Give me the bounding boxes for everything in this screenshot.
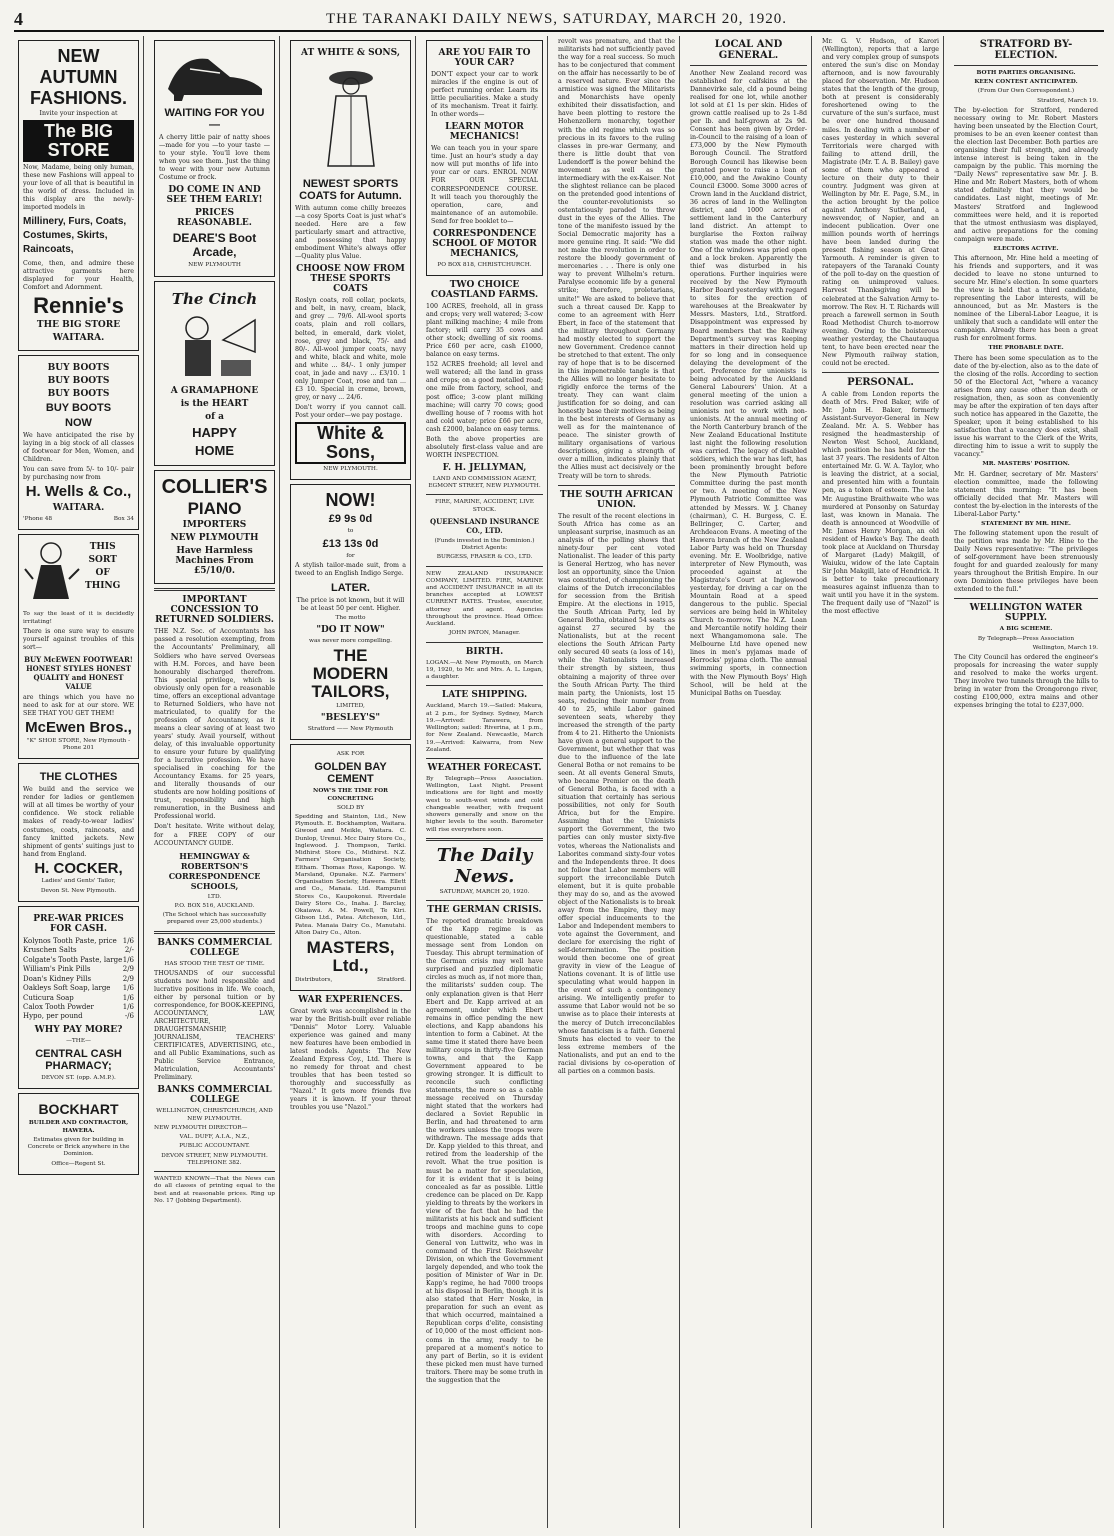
wanted-notice: WANTED KNOWN—That the News can do all classes of printing equal to the best and at reasonable prices. Ring up No. 17 (Jobbing Department).	[154, 1176, 275, 1204]
banks-name2: BANKS COMMERCIAL COLLEGE	[157, 1085, 272, 1106]
masthead: The Daily News.	[436, 844, 533, 887]
pharmacy-addr: DEVON ST. (opp. A.M.P.).	[41, 1075, 116, 1082]
motto-label: The motto	[335, 614, 366, 621]
banks-ad	[154, 938, 275, 1168]
acct-note: (The School which has successfully prepared over 25,000 students.)	[162, 912, 267, 926]
buy-line: NOW	[65, 417, 92, 430]
column-3	[286, 36, 416, 1528]
crisis-body: The reported dramatic breakdown of the Kapp regime is as questionable, stated a cable message sent from London on Tuesday. This abrupt termination of the German crisis may well have surprised and puzzled diplomatic circles as much as, if not more than, the militarists' sudden coup. The only explanation given is that Herr Ebert and Dr. Kapp arrived at an agreement, under which Ebert remains in office pending the new elections, and Kapp abandons his intention to form a Cabinet. At the same time it stated there have been military coups in thirty-five German towns, and that the Kapp Government appeared to be growing stronger. It is difficult to reconcile such conflicting statements, the more so as a cable message received on Thursday night stated that the workers had declared a Soviet Republic in Berlin, and had threatened to arm the workers unless the troops were withdrawn. The message adds that Dr. Kapp yielded to this threat, and retired from the leadership of the revolt. What the true position is must be a matter for speculation, for it is evident that it is being concealed as far as possible. Little credence can be placed on Dr. Kapp yielding to threats by the workers in view of the fact that he had the militarists at his back and sufficient troops and machine guns to cope with disorders. According to General von Luttwitz, who was in command of the First Reichswehr Division, on which the Government largely depended, and who took the position of Minister of War in Dr. Kapp's regime, he had 7000 troops at his disposal in Berlin, though it is also stated that Herr Noske, in preparation for such an event as that which occurred, maintained a Republican corps d'elite, consisting of 10,000 of the most efficient non-coms in the army, ready to be prepared at a moment's notice to any part of Berlin, so it is evident these picked men must have turned traitors. There may be some truth in the suggestion that the	[426, 918, 543, 1384]
white-list: Roslyn coats, roll collar, pockets, and belt, in navy, cream, black, and grey ... 79/6. All-wool sports coats, plain and roll collars, belted, in emerald, dark violet, rose, grey and black, 75/- and 80/-. All-wool jumper coats, navy and white, black and white, mole and white ... 84/-. 1 only jumper coat, in jade and navy ... £3/10. 1 only Jumper Coat, rose and tan ... £3 10. Special in creme, brown, grey, or navy ... 24/6.	[295, 297, 406, 401]
acct-cta: Don't hesitate. Write without delay, for a FREE COPY of our ACCOUNTANCY GUIDE.	[154, 823, 275, 847]
rennie-town: WAITARA.	[52, 333, 105, 344]
ins-manager: JOHN PATON, Manager.	[449, 630, 520, 637]
rennie-name: Rennie's	[33, 292, 124, 318]
accountancy-ad	[154, 595, 275, 926]
crisis-continued: revolt was premature, and that the militarists had not sufficiently paved the way for a real success. So much has to be conjectured that comment on the affair has necessarily to be of a reserved nature. Ever since the armistice was signed the Militarists and Monarchists have openly exhibited their dissatisfaction, and have been plotting to restore the Hohenzollern monarchy, together with the old regime which was so precious in its favors to the ruling classes in pre-war Germany, and there is little doubt that von Ludendorff is the power behind the movement as well as the intermediary with the ex-Kaiser. Not the slightest reliance can be placed on the pretended good intentions of the counter-revolutionists so ostentatiously paraded to throw dust in the eyes of the Allies. The tone of the manifesto issued by the Social Democratic majority has a more genuine ring. It said: "We did not make the revolution in order to restore the bloody government of mercenaries . . . There is only one way to prevent Wilhelm's return. Paralyse economic life by a general strike; therefore, proletarians, unite!" We are asked to believe that such a threat caused Dr. Kapp to come to an agreement with Herr Ebert, in face of the statement that the military throughout Germany had mostly elected to support the new Government. Credence cannot be stretched to that extent. The only ray of hope that is to be discerned in this impenetrable tangle is that the Allies will no longer hesitate to rigidly enforce the terms of the treaty. They can want claim justification for so doing, and can honestly base their motives as being in the best interests of Germany as well as for the maintenance of peace. The sinister growth of military organisations of various descriptions, giving a strength of over a million, indicates plainly that the Allies must act decisively or the Treaty will be torn to shreds.	[558, 38, 675, 480]
acct-ltd: LTD.	[207, 893, 222, 900]
golden-head: GOLDEN BAY CEMENT	[314, 761, 387, 786]
collier-ad	[154, 470, 275, 585]
hine-head: STATEMENT BY MR. HINE.	[981, 520, 1071, 527]
deare-cta: DO COME IN AND SEE THEM EARLY!	[166, 185, 263, 206]
tailors-ltd: LIMITED,	[336, 702, 365, 709]
stratford-from: (From Our Own Correspondent.)	[977, 88, 1075, 95]
column-7	[818, 36, 944, 1528]
price-item: Kruschen Salts 2/-	[23, 946, 134, 955]
date-body: There has been some speculation as to the date of the by-election, also as to the date of the closing of the rolls. According to section 50 of the Electoral Act, "where a vacancy arises from any cause other than death or resignation, then, as soon as conveniently may be after the expiration of ten days after such notice has appeared in the Gazette, the Speaker, upon it being established to his satisfaction that a vacancy does exist, shall issue his warrant to the Clerk of the Writs, directing him to issue a writ to supply the vacancy."	[954, 354, 1098, 459]
stratford-sub1: BOTH PARTIES ORGANISING.	[976, 70, 1076, 76]
price-2: £13 13s 0d	[322, 538, 379, 551]
position-head: MR. MASTERS' POSITION.	[982, 461, 1070, 468]
buy-line: BUY BOOTS	[47, 363, 110, 374]
buy-line: BUY BOOTS	[47, 389, 110, 400]
farm-2: 152 ACRES freehold; all level and well watered; all the land in grass and crops; on a good metalled road; one mile from factory, school, and post office; 3-cow plant milking machine; will carry 70 cows; good dwelling house of 7 rooms with hot and cold water; price £66 per acre, cash £2000, balance on easy terms.	[426, 361, 543, 433]
deare-prices: PRICES REASONABLE.	[177, 208, 252, 229]
wells-contact	[23, 516, 134, 523]
bockhart-ad	[18, 1093, 139, 1174]
motor-school-ad	[426, 40, 543, 276]
car-learn: LEARN MOTOR MECHANICS!	[445, 122, 524, 143]
compel-label: was never more compelling.	[309, 637, 392, 644]
to-label: to	[347, 527, 354, 534]
price-list	[23, 937, 134, 1022]
white-town: NEW PLYMOUTH.	[323, 465, 378, 472]
stratford-dateline: Stratford, March 19.	[1037, 97, 1098, 104]
tailors-addr: Stratford —— New Plymouth	[307, 725, 394, 732]
stratford-sub2: KEEN CONTEST ANTICIPATED.	[974, 79, 1078, 86]
collier-imp: IMPORTERS	[182, 520, 247, 531]
big-store-logo: The BIG STORE	[23, 120, 134, 162]
mcewen-top	[23, 539, 134, 609]
position-body: Mr. H. Gardner, secretary of Mr. Masters' election committee, made the following statement this morning: "It has been officially decided that Mr. Masters will contest the by-election in the interests of the Liberal-Labor Party."	[954, 470, 1098, 518]
car-body2: We can teach you in your spare time. Just an hour's study a day now will put months of life into your car or cars. ENROL NOW FOR OUR SPECIAL CORRESPONDENCE COURSE. It will teach you thoroughly the operation, care, and maintenance of an automobile. Send for free booklet to—	[431, 145, 538, 225]
masters-contact	[295, 977, 406, 984]
tailors-name: THE MODERN TAILORS,	[311, 646, 390, 701]
shipping-head: LATE SHIPPING.	[441, 690, 528, 701]
mcewen-head-line: SORT	[88, 555, 117, 566]
gramophone-line: is the HEART	[180, 398, 249, 409]
ins-q1: QUEENSLAND INSURANCE CO., LTD.	[430, 516, 539, 535]
cocker-body: We build and the service we render for ladies or gentlemen will at all times be worthy of your confidence. We stock reliable makes of ready-to-wear ladies' costumes, coats, raincoats, and fancy knitted jackets. New shipment of gents' suitings just to hand from England.	[23, 786, 134, 858]
ad-body: Now, Madame, being only human, these new Fashions will appeal to your love of all that is beautiful in the world of dress. Included in this display are the newly-imported models in	[23, 163, 134, 211]
price-item: Hypo, per pound -/6	[23, 1012, 134, 1021]
water-body: The City Council has ordered the engineer's proposals for increasing the water supply and resolved to make the works urgent. They involve two tunnels through the hills to bring in water from the Orongorongo river, costing £100,000, extra mains and other expenses bringing the total to £237,000.	[954, 654, 1098, 710]
gramophone-line: of a	[205, 411, 224, 422]
farms-note: Both the above properties are absolutely first-class value and are WORTH INSPECTION.	[426, 435, 543, 459]
white-cta: Don't worry if you cannot call. Post your order—we pay postage.	[295, 403, 406, 419]
cocker-ad	[18, 763, 139, 902]
stratford-body: The by-election for Stratford, rendered necessary owing to Mr. Robert Masters having been unseated by the Election Court, promises to be an even keener contest than the election last December. Both parties are organising their full strength, and already intense interest is being taken in the campaign by the public. This morning the "Daily News" representative saw Mr. J. B. Hine and Mr. Robert Masters, both of whom stated definitely that they would be candidates. Last night, meetings of Mr. Masters' Stratford and Inglewood committees were held, and it is reported that the utmost enthusiasm was displayed, and active preparations for the coming campaign were made.	[954, 106, 1098, 243]
collier-name: COLLIER'S	[161, 475, 268, 498]
farm-1: 100 ACRES, freehold, all in grass and crops; very well watered; 3-cow plant milking machine; 4 mile from factory; will carry 35 cows and other stock; dwelling of six rooms. Price £60 per acre, cash £1000, balance on easy terms.	[426, 302, 543, 359]
page-header	[14, 8, 1104, 32]
local-continued: Mr. G. V. Hudson, of Karori (Wellington), reports that a large and very complex group of sunspots entered the sun's disc on Monday afternoon, and is now favourably placed for observation. Mr. Hudson states that the length of the group, both at present is considerably foreshortened owing to the curvature of the sun's surface, must be over one hundred thousand miles. In dealing with a number of cases yesterday in which several Territorials were charged with failing to attend drill, the Magistrate (Mr. T. A. B. Bailey) gave some of them who appeared a lecture on their duty to their country. Judgment was given at Wellington by Mr. E. Page, S.M., in the action brought by the police against Anthony Sutherland, a newsvendor, of Napier, and an indecent publication. Over one million pounds worth of herrings have been landed during the present fishing season at Great Yarmouth. A reminder is given to ratepayers of the Taranaki County of the poll to-day on the question of rating on unimproved values. Harvest Thanksgiving will be celebrated at the Salvation Army to-morrow. The Rev. H. T. Richards will preach a farewell sermon in South Road Methodist Church to-morrow evening. Owing to the boisterous weather yesterday, the Chautauqua tent, to have been erected near the New Plymouth railway station, could not be erected.	[822, 38, 939, 367]
why-pay: WHY PAY MORE?	[34, 1024, 123, 1035]
farms-agent-sub: LAND AND COMMISSION AGENT, EGMONT STREET, NEW PLYMOUTH.	[428, 475, 541, 490]
mcewen-head-line: THING	[85, 581, 121, 592]
white-choose: CHOOSE NOW FROM THESE SPORTS COATS	[296, 264, 405, 295]
acct-head: IMPORTANT CONCESSION TO RETURNED SOLDIERS.	[155, 595, 274, 626]
masters-town: Stratford.	[377, 976, 406, 983]
birth-text: LOGAN.—At New Plymouth, on March 19, 1920, to Mr. and Mrs. A. L. Logan, a daughter.	[426, 659, 543, 681]
mcewen-head-line: OF	[95, 568, 110, 579]
collier-tag: Have Harmless Machines From £5/10/0.	[175, 546, 254, 577]
later-head: LATER.	[331, 581, 370, 594]
collier-sub: PIANO	[187, 498, 242, 518]
wells-phone: 'Phone 48	[23, 516, 53, 523]
ad-items: Millinery, Furs, Coats, Costumes, Skirts, Raincoats,	[23, 215, 127, 255]
the-label: —THE—	[66, 1037, 91, 1044]
mcewen-more: are things which you have no need to ask for at our store. WE SEE THAT YOU GET THEM!	[23, 693, 134, 718]
ins-q3: BURGESS, FRASER & CO., LTD.	[436, 554, 533, 561]
ad-headline-1: NEW	[57, 46, 100, 66]
personal-head: PERSONAL.	[847, 376, 914, 388]
date-head: THE PROBABLE DATE.	[988, 345, 1064, 352]
wells-save: You can save from 5/- to 10/- pair by purchasing now from	[23, 466, 134, 482]
sa-body: The result of the recent elections in South Africa has come as an unpleasant surprise, inasmuch as an analysis of the polling shows that ninety-four per cent voted Nationalist. The leader of this party is General Hertzog, who has never lost an opportunity, since the Union was constituted, of championing the claims of the Dutch irreconcilables for secession from the British Empire. At the elections in 1915, the South African Party, led by General Botha, obtained 54 seats as against 27 secured by the Nationalists, but at the recent elections the South African Party only secured 40 seats (a loss of 14), while the Nationalists increased their strength by sixteen, thus obtaining a majority of three over the South African Party. The third main party, the Unionists, lost 15 seats, reducing their number from 40 to 25, while Labor gained seventeen seats, whereby they increased the strength of the party from 4 to 21. Hitherto the Unionists have given a general support to the Government, but whether that was due to the influence of the late General Botha or not remains to be seen. At all events General Smuts, who became Premier on the death of General Botha, is faced with a situation that certainly has serious possibilities, not only for South Africa, but for the Empire. Assuming that the Unionists support the Government, the two parties can only muster sixty-five votes, whereas the Nationalists and Laborites command sixty-four votes and the Independents three. It does not follow that Labor members will support the irreconcilable Dutch element, but it is quite probable they may do so, and as the avowed object of the Nationalists is to break away from the Empire, they may offer special inducements to the Labor and Independent members to vote against the Government, and declare for exercising the right of self-determination. The position would then become one of great gravity in view of the League of Nations covenant. It is of little use speculating what would happen in the event of such a contingency arising. We intelligently prefer to assume that Labor would not be so unwise as to place their interests at the mercy of Dutch irreconcilables whose fanaticism is a faith. General Smuts has elected to veer to the less extreme members of the Nationalists, and put an end to the racial divisions by co-operation of all parties on a common basis.	[558, 512, 675, 1075]
price-1: £9 9s 0d	[328, 512, 373, 525]
rennie-sub: THE BIG STORE	[36, 320, 121, 331]
car-school: CORRESPONDENCE SCHOOL OF MOTOR MECHANICS,	[432, 228, 537, 259]
ins-nz: NEW ZEALAND INSURANCE COMPANY, LIMITED. FIRE, MARINE and ACCIDENT INSURANCE in all its branches accepted at LOWEST CURRENT RATES. Trustee, executor, attorney and agent. Agencies throughout the province. Head Office: Auckland.	[426, 570, 543, 628]
column-8	[950, 36, 1102, 1528]
hine-body: The following statement upon the result of the petition was made by Mr. Hine to the Daily News representative: "The privileges of self-government have been strenuously fought for and guarded zealously for many years throughout the British Empire. In our own Dominion these privileges have been extended to the full."	[954, 530, 1098, 594]
deare-body: A cherry little pair of natty shoes —made for you —to your taste —to your style. You'll love them when you see them. Just the thing to wear with your new Autumn Costume or frock.	[159, 134, 270, 182]
wells-box: Box 34	[113, 516, 134, 523]
active-body: This afternoon, Mr. Hine held a meeting of his friends and supporters, and it was decided to leave no stone unturned to secure Mr. Hine's election. In some quarters the view is held that a third candidate, representing the Labor interests, will be announced, but as Mr. Masters is the nominee of the Liberal-Labor League, it is unlikely that such a candidate will enter the campaign. Already there has been a great rush for enrolment forms.	[954, 254, 1098, 343]
page-number: 4	[14, 8, 23, 29]
water-sub: A BIG SCHEME.	[999, 626, 1053, 633]
acct-body: THE N.Z. Soc. of Accountants has passed a resolution exempting, from the Accountants' Preliminary, all Soldiers who have served Overseas with H.M. Forces, and have been honourably discharged therefrom. This special privilege, which is obviously only open for a reasonable time, offers an exceptional advantage to Returned Soldiers, who have not matriculated, to qualify for the profession of Accountancy, as it means a clear saving of at least two years' study. Avail yourself, without delay, of this invaluable opportunity to ensure your future by qualifying for a lucrative profession. We have specialised in coaching for the Accountancy Exams. for 25 years, and literally thousands of our students are now holding positions of trust, responsibility and high remuneration, in the Business and Professional world.	[154, 628, 275, 821]
price-item: Oakleys Soft Soap, large 1/6	[23, 984, 134, 993]
buy-line: BUY BOOTS	[45, 402, 112, 415]
collier-town: NEW PLYMOUTH	[170, 533, 259, 544]
personal-body: A cable from London reports the death of Mrs. Fred Baker, wife of Mr. John H. Baker, formerly Assistant-Surveyor-General in New Zealand. Mr. A. S. Webber has resigned the headmastership of Newton West School, Auckland, which position he has held for the last 37 years. The residents of Alton entertained Mr. G. W. A. Taylor, who is leaving the district, at a social, and presented him with a fountain pen, as a token of esteem. The late Mr. Augustine Braithwaite who was murdered at Ponsonby on Saturday last, was known in Manaia. The death is announced at Woodville of Mr. James Henry Morgan, an old resident of Hawke's Bay. The death took place at Auckland on Thursday of Margaret (Lady) Makgill, of Waiuku, widow of the late Captain Sir John Makgill, late of Hendrick. It is better to take precautionary measures against influenza than to wait until you have it in the system. The frequent daily use of "Nazol" is the most effective	[822, 390, 939, 616]
price-item: Kolynos Tooth Paste, price 1/6	[23, 936, 134, 945]
deare-head: WAITING FOR YOU—	[164, 107, 265, 131]
big-store-ad	[18, 40, 139, 351]
banks-director: VAL. DUFF, A.I.A., N.Z.,	[179, 1134, 250, 1141]
ins-q2: (Funds invested in the Dominion.) District Agents:	[434, 537, 535, 552]
sa-head: THE SOUTH AFRICAN UNION.	[559, 489, 674, 510]
wells-ad	[18, 355, 139, 530]
irritated-man-icon	[23, 539, 81, 609]
man-with-gramophone-icon	[167, 312, 263, 382]
mcewen-head-line: THIS	[89, 542, 116, 553]
banks-addr: DEVON STREET, NEW PLYMOUTH. TELEPHONE 382.	[161, 1152, 268, 1166]
bockhart-office: Office—Regent St.	[51, 1160, 106, 1167]
deare-town: NEW PLYMOUTH	[188, 262, 241, 269]
masters-name: MASTERS, Ltd.,	[306, 937, 395, 975]
column-5	[554, 36, 680, 1528]
column-1	[14, 36, 144, 1528]
price-item: Calox Tooth Powder 1/6	[23, 1003, 134, 1011]
golden-bay-ad	[290, 744, 411, 991]
bockhart-name: BOCKHART	[38, 1101, 119, 1118]
ins-line: FIRE, MARINE, ACCIDENT, LIVE STOCK.	[435, 499, 534, 513]
ad-headline-2: AUTUMN	[39, 66, 118, 87]
mcewen-aside: To say the least of it is decidedly irritating!	[23, 611, 134, 625]
newspaper-title: THE TARANAKI DAILY NEWS, SATURDAY, MARCH 20, 1920.	[325, 10, 788, 27]
deare-ad	[154, 40, 275, 277]
acct-name: HEMINGWAY & ROBERTSON'S CORRESPONDENCE SCHOOLS,	[168, 850, 261, 891]
column-2	[150, 36, 280, 1528]
deare-name: DEARE'S Boot Arcade,	[172, 231, 257, 260]
war-body: Great work was accomplished in the war by the British-built ever reliable "Dennis" Motor Lorry. Valuable experience was gained and many new features have been embodied in latest models. Agents: The New Zealand Express Coy., Ltd. There is no remedy for throat and chest troubles that has been tested so thoroughly and successfully as "Nazol." It gets more friends five years it is known. If your throat troubles you use "Nazol."	[290, 1007, 411, 1112]
price-item: Cuticura Soap 1/6	[23, 993, 134, 1002]
gramophone-line: HAPPY	[192, 424, 237, 440]
birth-head: BIRTH.	[465, 646, 504, 657]
bockhart-body: Estimates given for building in Concrete or Brick anywhere in the Dominion.	[27, 1136, 130, 1158]
banks-body: THOUSANDS of our successful students now hold responsible and lucrative positions in life. We coach, either by personal tuition or by correspondence, for BOOK-KEEPING, ACCOUNTANCY, LAW, ARCHITECTURE, DRAUGHTSMANSHIP, JOURNALISM, TEACHERS' CERTIFICATES, ADVERTISING, etc., and all Public Examinations, such as Public Service Entrance, Matriculation, Accountants' Preliminary.	[154, 969, 275, 1082]
price-item: Colgate's Tooth Paste, large 1/6	[23, 955, 134, 964]
for-label: for	[346, 553, 355, 560]
ad-after: Come, then, and admire these attractive garments here displayed for your Health, Comfort and Adornment.	[23, 259, 134, 291]
cocker-sub: Ladies' and Gents' Tailor,	[41, 878, 116, 885]
banks-tag: HAS STOOD THE TEST OF TIME.	[164, 960, 265, 967]
lady-in-sports-coat-icon	[306, 62, 396, 174]
acct-addr: P.O. BOX 516, AUCKLAND.	[174, 902, 255, 909]
golden-sub: NOW'S THE TIME FOR CONCRETING	[313, 788, 388, 802]
gramophone-ad	[154, 281, 275, 466]
local-head: LOCAL AND GENERAL.	[714, 39, 783, 61]
ladies-shoe-icon	[160, 49, 270, 103]
weather-text: By Telegraph—Press Association. Wellington, Last Night. Present indications are for light and mostly west to south-west winds and cold changeable weather, with frequent showers generally and snow on the higher levels to the south. Barometer will rise everywhere soon.	[426, 775, 543, 833]
car-addr: PO BOX 818, CHRISTCHURCH.	[437, 261, 532, 268]
mcewen-addr: "K" SHOE STORE, New Plymouth - Phone 201	[26, 737, 131, 752]
price-item: Doan's Kidney Pills 2/9	[23, 974, 134, 983]
pharmacy-head: PRE-WAR PRICES FOR CASH.	[33, 913, 124, 934]
banks-name: BANKS COMMERCIAL COLLEGE	[157, 937, 272, 958]
wells-body: We have anticipated the rise by laying in a big stock of all classes of footwear for Men, Women, and Children.	[23, 432, 134, 464]
wells-town: WAITARA.	[52, 503, 105, 514]
modern-tailors-ad	[290, 484, 411, 740]
gramophone-line: A GRAMAPHONE	[170, 385, 259, 396]
mcewen-head	[85, 539, 120, 609]
banks-towns: WELLINGTON, CHRISTCHURCH, AND NEW PLYMOUTH.	[156, 1108, 273, 1122]
cocker-head: THE CLOTHES	[39, 771, 118, 784]
mcewen-name: McEwen Bros.,	[25, 719, 132, 737]
wells-name: H. Wells & Co.,	[25, 483, 132, 501]
masters-dist: Distributors,	[295, 976, 333, 983]
water-by: By Telegraph—Press Association	[977, 635, 1075, 642]
car-head: ARE YOU FAIR TO YOUR CAR?	[438, 48, 531, 68]
farms-head: TWO CHOICE COASTLAND FARMS.	[430, 279, 539, 300]
ad-headline-3: FASHIONS.	[29, 87, 127, 108]
later-body: The price is not known, but it will be at least 50 per cent. Higher.	[296, 596, 405, 612]
gramophone-line: HOME	[195, 442, 234, 458]
golden-sold: SOLD BY	[336, 804, 365, 811]
column-4	[422, 36, 548, 1528]
buy-line: BUY BOOTS	[47, 376, 110, 387]
mcewen-body: There is one sure way to ensure yourself against troubles of this sort—	[23, 627, 134, 651]
active-head: ELECTORS ACTIVE.	[993, 245, 1059, 252]
price-item: William's Pink Pills 2/9	[23, 965, 134, 974]
war-head: WAR EXPERIENCES.	[298, 994, 403, 1005]
bockhart-sub: BUILDER AND CONTRACTOR, HAWERA.	[28, 1120, 129, 1134]
shipping-text: Auckland, March 19.—Sailed: Makura, at 2 p.m., for Sydney. Sydney, March 19.—Arrived: Tarawera, from Wellington; sailed: Riverina, at 1 p.m., for New Zealand. Newcastle, March 19.—Arrived: Kaiwarra, from New Zealand.	[426, 703, 543, 753]
pharmacy-name: CENTRAL CASH PHARMACY;	[35, 1048, 122, 1073]
banks-acct: PUBLIC ACCOUNTANT.	[179, 1143, 250, 1150]
white-name: White & Sons,	[295, 422, 406, 464]
do-it-now: "DO IT NOW"	[316, 624, 385, 635]
weather-head: WEATHER FORECAST.	[427, 762, 542, 773]
cinch-brand: The Cinch	[171, 289, 258, 308]
farms-agent: F. H. JELLYMAN,	[442, 462, 527, 473]
now-body: A stylish tailor-made suit, from a tweed to an English Indigo Serge.	[295, 562, 406, 578]
pharmacy-ad	[18, 906, 139, 1089]
car-body: DON'T expect your car to work miracles if the engine is out of perfect running order. Learn its little peculiarities. Make a study of its mechanism. Treat it fairly. In other words—	[431, 71, 538, 119]
local-body: Another New Zealand record was established for calfskins at the Dannevirke sale, cld a pound being realised for one lot, while another lot sold at £1 1s per skin. Hides of grown cattle realised up to 2s 1-8d per lb. and half-grown at 2s 9d. Consent has been given by Order-in-Council to the raising of a loan of £73,000 by the New Plymouth Borough Council. The Stratford Borough Council has likewise been granted power to raise a loan of £10,000, and the Awakino County Council £3000. Some 3000 acres of Crown land in the Auckland district, 36 acres of land in the Wellington district, and 1000 acres of settlement land in the Canterbury land district. An attempt to burglarise the Foxton railway station was made the other night. One of the windows was pried open and a lock broken. Apparently the thief was disturbed in his operations. Further inquiries were received by the New Plymouth Harbor Board yesterday with regard to sites for the erection of warehouses at the Breakwater by Messrs. Masters, Ltd., Stratford. Disappointment was expressed by Board members that the Railway Department's survey was keeping matters in their direction held up for so long and in consequence delaying the development of the port. Preference for unionists is being advocated by the Auckland General Labourers' Union. At a general meeting of the union a resolution was carried asking all unionists not to work with non-unionists. At the annual meeting of the North Canterbury branch of the New Zealand Educational Institute last night the following resolution was carried. The legacy of disabled soldiers, which the war has left, has been prominently brought before the New Plymouth Patriotic Committee during the past month or two. A meeting of the New Plymouth Patriotic Committee was attended by Messrs. W. J. Chaney (chairman), C. H. Burgess, C. E. Bellringer, C. Carter, and Archdeacon Evans. A meeting of the Hawera branch of the New Zealand Labor Party was held on Thursday evening. Mr. E. Woolbridge, native interpreter of New Plymouth, was proceeded against at the Magistrate's Court at Inglewood yesterday, for driving a car on the Mountain Road at a speed dangerous to the public. Special services are being held in Whiteley Church to-morrow. The N.Z. Loan and Mercantile notify holding their next Whangamomona sale. The Melbourne Ltd have opened new lines in men's pyjamas made of Horrocks' pyjama cloth. The annual swimming sports, in connection with the New Plymouth Boys' High School, will be held at the Municipal Baths on Tuesday.	[690, 70, 807, 697]
cocker-name: H. COCKER,	[34, 859, 123, 877]
column-6	[686, 36, 812, 1528]
crisis-head: THE GERMAN CRISIS.	[427, 905, 542, 916]
white-sons-ad	[290, 40, 411, 480]
white-body: With autumn come chilly breezes —a cosy Sports Coat is just what's needed. Here are a few particularly smart and attractive, and possessing that happy embodiment White's always offer—Quality plus Value.	[295, 205, 406, 261]
now-head: NOW!	[325, 490, 376, 511]
mcewen-slogan: BUY McEWEN FOOTWEAR! HONEST STYLES HONEST QUALITY and HONEST VALUE	[24, 654, 133, 691]
ad-invite: Invite your inspection at	[39, 109, 118, 117]
mcewen-ad	[18, 534, 139, 759]
stratford-head: STRATFORD BY-ELECTION.	[979, 39, 1073, 61]
water-head: WELLINGTON WATER SUPPLY.	[969, 603, 1083, 624]
tailors-besley: "BESLEY'S"	[320, 712, 381, 723]
white-head: NEWEST SPORTS COATS for Autumn.	[299, 178, 402, 202]
dateline: SATURDAY, MARCH 20, 1920.	[439, 888, 530, 895]
cocker-addr: Devon St. New Plymouth.	[40, 887, 117, 894]
banks-dir: NEW PLYMOUTH DIRECTOR—	[154, 1124, 248, 1131]
golden-agents: Spedding and Stainton, Ltd., New Plymouth. E. Bockhampton, Waitara. Giwood and Meikle, Waitara. C. Dunlop, Urenui. Mcc Dairy Store Co., Inglewood. J. Thompson, Tariki. Midhirst Store Co., Midhirst. N.Z. Farmers' Organisation Society, Eltham. Thomas Ross, Kapongo. W. Marsland, Opunake. N.Z. Farmers' Organisation Society, Hawera. Ellett and Co., Manaia. Ltd. Rampunui Stores Co., Kaupokonui. Riverdale Dairy Store Co., Inaha. J. Barclay, Okaiawa. A. M. Powell, Te Kiri. Gibson Ltd., Patea. Aitcheson, Ltd., Patea. Manaia Dairy Co., Manutahi. Alton Dairy Co., Alton.	[295, 814, 406, 936]
golden-ask: ASK FOR	[336, 751, 365, 758]
white-top: AT WHITE & SONS,	[301, 48, 400, 58]
water-date: Wellington, March 19.	[1032, 644, 1098, 651]
